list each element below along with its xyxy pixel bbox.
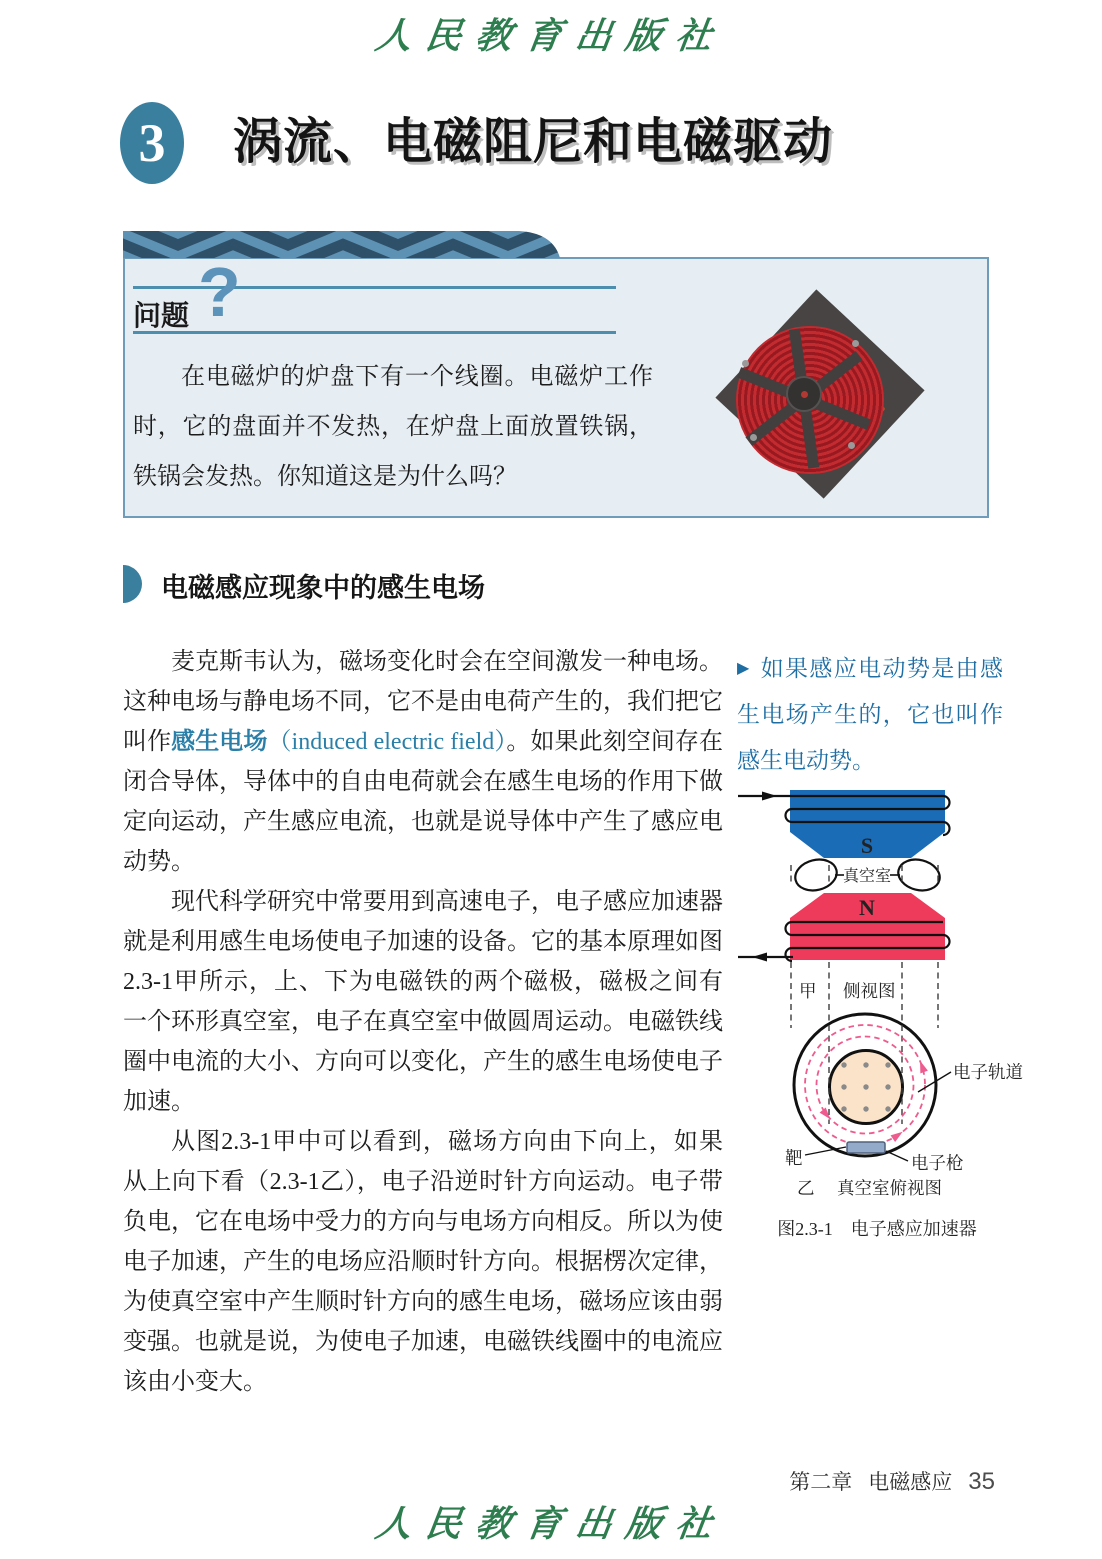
section-bullet xyxy=(123,565,142,603)
side-view-diagram xyxy=(738,790,950,962)
paragraph-2: 现代科学研究中常要用到高速电子，电子感应加速器就是利用感生电场使电子加速的设备。它的基本原理如图2.3-1甲所示，上、下为电磁铁的两个磁极，磁极之间有一个环形真空室，电子在真空室中做圆周运动。电磁铁线圈中电流的大小、方向可以变化，产生的感生电场使电子加速。 xyxy=(123,889,723,1115)
screw-dot xyxy=(852,340,859,347)
body-text-column xyxy=(123,642,723,1402)
vacuum-chamber-right-section xyxy=(895,855,943,894)
question-mark-glyph: ? xyxy=(198,253,241,331)
target-label: 靶 xyxy=(785,1148,803,1168)
chevron-band xyxy=(123,231,561,258)
electron-orbit-label: 电子轨道 xyxy=(953,1062,1023,1082)
triangle-marker-icon: ▶ xyxy=(737,658,751,677)
page-footer xyxy=(700,1466,995,1496)
footer-page-number: 35 xyxy=(968,1468,995,1495)
margin-note-text: 如果感应电动势是由感生电场产生的，它也叫作感生电动势。 xyxy=(737,656,1004,773)
side-view-tag: 甲 xyxy=(799,981,817,1001)
footer-chapter: 第二章 xyxy=(789,1470,853,1494)
publisher-logo-top: 人民教育出版社 xyxy=(372,16,729,56)
margin-note xyxy=(737,645,1003,784)
question-text: 在电磁炉的炉盘下有一个线圈。电磁炉工作时，它的盘面并不发热，在炉盘上面放置铁锅，铁锅会发热。你知道这是为什么吗？ xyxy=(133,364,653,490)
paragraph-1 xyxy=(123,642,723,882)
key-term-english: （induced electric field） xyxy=(267,729,507,755)
top-view-tag: 乙 xyxy=(797,1178,815,1198)
page-title: 涡流、电磁阻尼和电磁驱动 xyxy=(233,114,834,169)
section-number-badge: 3 xyxy=(120,102,184,184)
pole-s-label: S xyxy=(860,833,874,858)
electron-gun-shape xyxy=(847,1142,885,1153)
question-label: 问题 xyxy=(133,300,190,331)
pole-n-label: N xyxy=(859,895,875,920)
footer-chapter-title: 电磁感应 xyxy=(868,1470,953,1494)
top-view-name: 真空室俯视图 xyxy=(837,1178,942,1198)
electron-gun-label: 电子枪 xyxy=(911,1153,964,1173)
key-term: 感生电场 xyxy=(171,728,268,755)
screw-dot xyxy=(750,434,757,441)
figure-betatron xyxy=(725,780,1060,1245)
side-view-name: 侧视图 xyxy=(843,981,896,1001)
paragraph-3: 从图2.3-1甲中可以看到，磁场方向由下向上，如果从上向下看（2.3-1乙），电子沿逆时针方向运动。电子带负电，它在电场中受力的方向与电场方向相反。所以为使电子加速，产生的电场应沿顺时针方向。根据楞次定律，为使真空室中产生顺时针方向的感生电场，磁场应该由弱变强。也就是说，为使电子加速，电磁铁线圈中的电流应该由小变大。 xyxy=(123,1129,723,1395)
induction-coil-image xyxy=(736,326,884,474)
coil-hub-dot xyxy=(801,391,808,398)
section-heading: 电磁感应现象中的感生电场 xyxy=(161,573,485,603)
p1-post: 。如果此刻空间存在闭合导体，导体中的自由电荷就会在感生电场的作用下做定向运动，产生感应电流，也就是说导体中产生了感应电动势。 xyxy=(123,729,724,875)
vacuum-chamber-left-section xyxy=(792,855,840,894)
current-out-arrow xyxy=(752,953,767,962)
screw-dot xyxy=(848,442,855,449)
screw-dot xyxy=(742,360,749,367)
publisher-logo-bottom: 人民教育出版社 xyxy=(372,1504,729,1544)
label-leader xyxy=(886,1151,908,1161)
p1-pre: 麦克斯韦认为，磁场变化时会在空间激发一种电场。这种电场与静电场不同，它不是由电荷产生的，我们把它叫作 xyxy=(123,649,723,755)
current-in-arrow xyxy=(762,792,777,801)
figure-caption: 图2.3-1 电子感应加速器 xyxy=(777,1219,977,1239)
vacuum-chamber-label: 真空室 xyxy=(842,868,892,885)
coil-hub xyxy=(786,376,822,412)
